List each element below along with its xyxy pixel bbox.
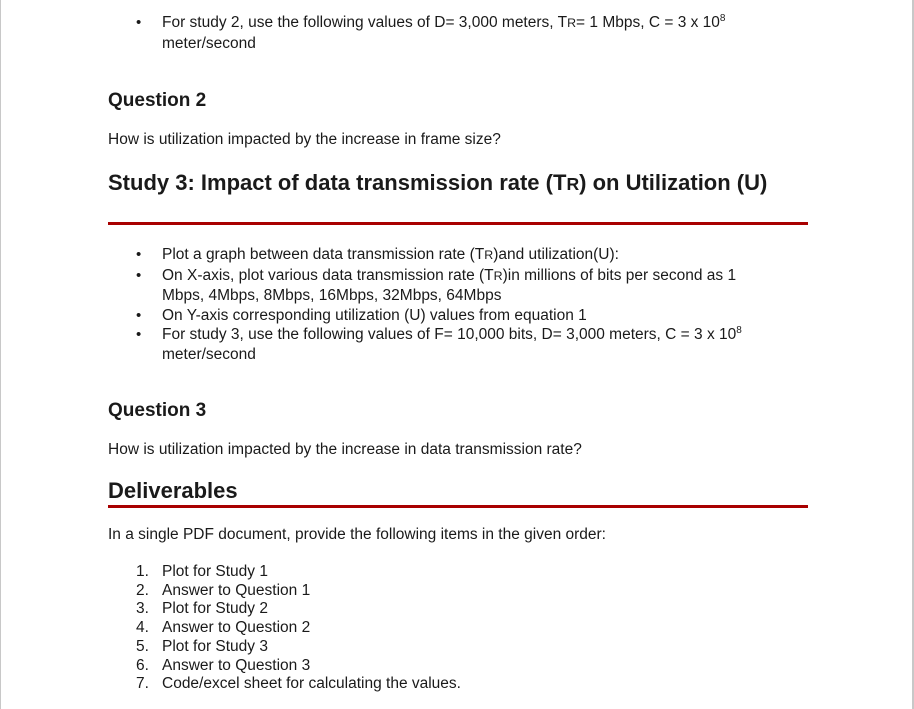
section-divider: [108, 505, 808, 508]
list-item: 2. Answer to Question 1: [136, 581, 311, 599]
bullet-icon: •: [136, 266, 142, 284]
deliverables-intro: In a single PDF document, provide the following items in the given order:: [108, 526, 606, 543]
list-item: • For study 3, use the following values of F= 10,000 bits, D= 3,000 meters, C = 3 x $10^8$ meter/second: [136, 324, 742, 363]
study2-bullet-list: [136, 13, 725, 53]
section-divider: [108, 222, 808, 225]
study-3-heading: Study 3: Impact of data transmission rate (TR) on Utilization (U): [108, 170, 768, 195]
list-item: • Plot a graph between data transmission rate (TR)and utilization(U):: [136, 246, 619, 263]
bullet-icon: •: [136, 326, 142, 343]
bullet-icon: •: [136, 246, 142, 263]
bullet-icon: •: [136, 306, 142, 324]
question-2-text: How is utilization impacted by the increase in frame size?: [108, 131, 501, 148]
question-3-text: How is utilization impacted by the increase in data transmission rate?: [108, 441, 582, 458]
study3-bullet-list: [136, 245, 742, 364]
list-item: • On X-axis, plot various data transmission rate (TR)in millions of bits per second as 1 Mbps, 4Mbps, 8Mbps, 16Mbps, 32Mbps, 64Mbps: [136, 266, 737, 304]
page-left-border: [0, 0, 1, 709]
list-item: • On Y-axis corresponding utilization (U) values from equation 1: [136, 306, 587, 324]
list-item: 6. Answer to Question 3: [136, 656, 311, 674]
list-item: 1. Plot for Study 1: [136, 563, 268, 580]
list-item: • For study 2, use the following values of D= 3,000 meters, TR= 1 Mbps, C = 3 x $10^8$ meter/second: [136, 12, 726, 52]
deliverables-list: [136, 563, 461, 694]
question-3-heading: Question 3: [108, 400, 207, 421]
list-item: 5. Plot for Study 3: [136, 637, 268, 655]
deliverables-heading: Deliverables: [108, 478, 238, 503]
bullet-icon: •: [136, 14, 142, 31]
list-item: 4. Answer to Question 2: [136, 619, 311, 637]
question-2-heading: Question 2: [108, 90, 207, 111]
list-item: 3. Plot for Study 2: [136, 600, 268, 618]
list-item: 7. Code/excel sheet for calculating the values.: [136, 675, 461, 693]
